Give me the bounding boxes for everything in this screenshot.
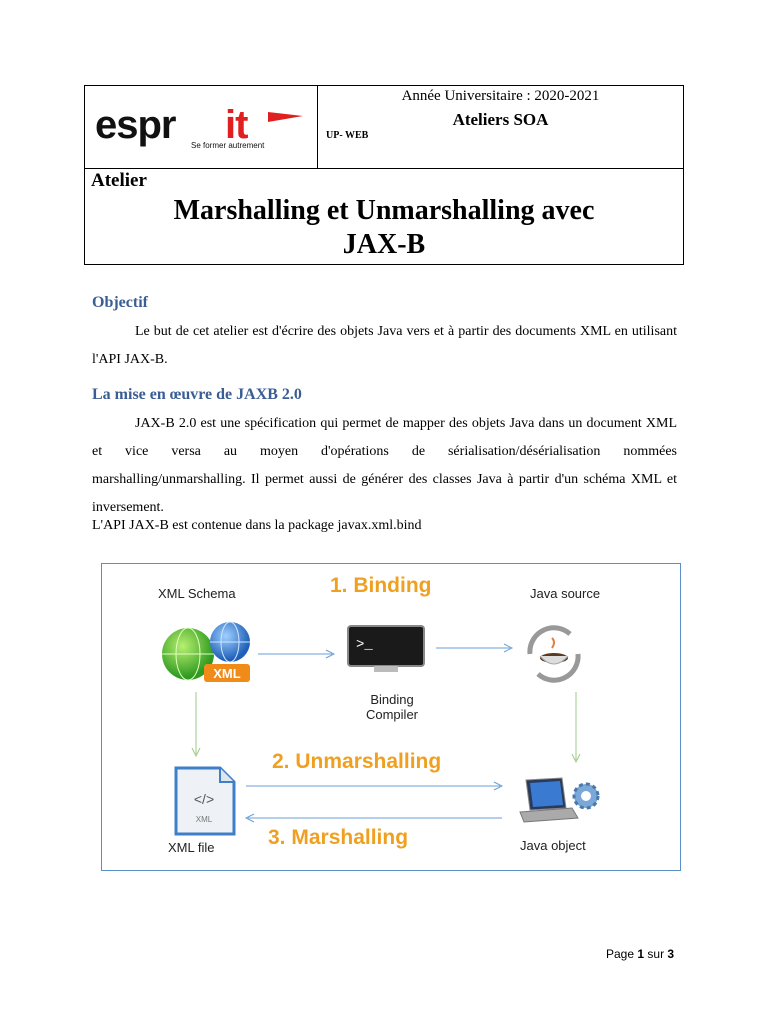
compiler-line-2: Compiler xyxy=(365,707,418,722)
file-tag: </> xyxy=(193,791,215,807)
arrow-right-icon-2 xyxy=(436,642,516,654)
xml-schema-globe-icon xyxy=(160,620,256,686)
page-footer xyxy=(606,947,674,961)
xml-schema-label: XML Schema xyxy=(158,586,236,601)
java-object-label: Java object xyxy=(520,838,586,853)
binding-compiler-label xyxy=(354,692,430,722)
binding-label: 1. Binding xyxy=(330,574,432,597)
xml-file-label: XML file xyxy=(168,840,215,855)
binding-compiler-icon xyxy=(346,624,426,674)
mise-heading: La mise en œuvre de JAXB 2.0 xyxy=(92,386,302,403)
info-cell xyxy=(318,86,683,168)
unit-name: UP- WEB xyxy=(326,130,369,141)
java-source-icon xyxy=(518,620,590,688)
arrow-down-icon xyxy=(190,692,202,758)
objectif-text: Le but de cet atelier est d'écrire des objets Java vers et à partir des documents XML en utilisant l'API JAX-B. xyxy=(92,324,677,367)
title-line-1: Marshalling et Unmarshalling avec xyxy=(173,195,595,226)
footer-page-word: Page xyxy=(606,947,635,961)
course-name: Ateliers SOA xyxy=(452,110,549,129)
unmarshalling-label: 2. Unmarshalling xyxy=(272,750,442,773)
java-source-label: Java source xyxy=(530,586,601,601)
xml-badge: XML xyxy=(213,666,241,681)
xml-file-icon xyxy=(172,766,238,836)
jaxb-diagram xyxy=(101,563,681,871)
logo-text: espr xyxy=(95,103,176,147)
marshal-arrow-icon xyxy=(242,812,504,824)
svg-text:>_: >_ xyxy=(356,637,373,653)
esprit-logo xyxy=(85,86,315,166)
page-title xyxy=(85,194,683,262)
arrow-right-icon xyxy=(258,648,338,660)
footer-page-num: 1 xyxy=(637,947,645,961)
marshalling-label: 3. Marshalling xyxy=(268,826,409,849)
footer-of-word: sur xyxy=(647,947,665,961)
objectif-heading: Objectif xyxy=(92,294,148,311)
logo-it: it xyxy=(225,103,248,147)
logo-flag-icon xyxy=(268,112,303,122)
java-object-icon xyxy=(516,770,606,830)
mise-text: JAX-B 2.0 est une spécification qui permet de mapper des objets Java dans un document XML et vice versa au moyen d'opérations de sérialisation/désérialisation nommées marshalling/unmarshalling. Il permet aussi de générer des classes Java à partir d'un schéma XML et inversement. xyxy=(92,416,677,515)
api-text: L'API JAX-B est contenue dans la package javax.xml.bind xyxy=(92,518,422,533)
file-label: XML xyxy=(195,815,213,824)
title-line-2: JAX-B xyxy=(342,229,426,260)
unmarshal-arrow-icon xyxy=(246,780,506,792)
logo-tagline: Se former autrement xyxy=(191,141,265,150)
compiler-line-1: Binding xyxy=(370,692,414,707)
table-divider xyxy=(85,168,683,169)
header-table xyxy=(84,85,684,265)
logo-cell xyxy=(85,86,318,168)
footer-page-total: 3 xyxy=(667,947,675,961)
atelier-label: Atelier xyxy=(91,170,147,191)
arrow-down-icon-2 xyxy=(570,692,582,764)
academic-year: Année Universitaire : 2020-2021 xyxy=(401,88,600,104)
